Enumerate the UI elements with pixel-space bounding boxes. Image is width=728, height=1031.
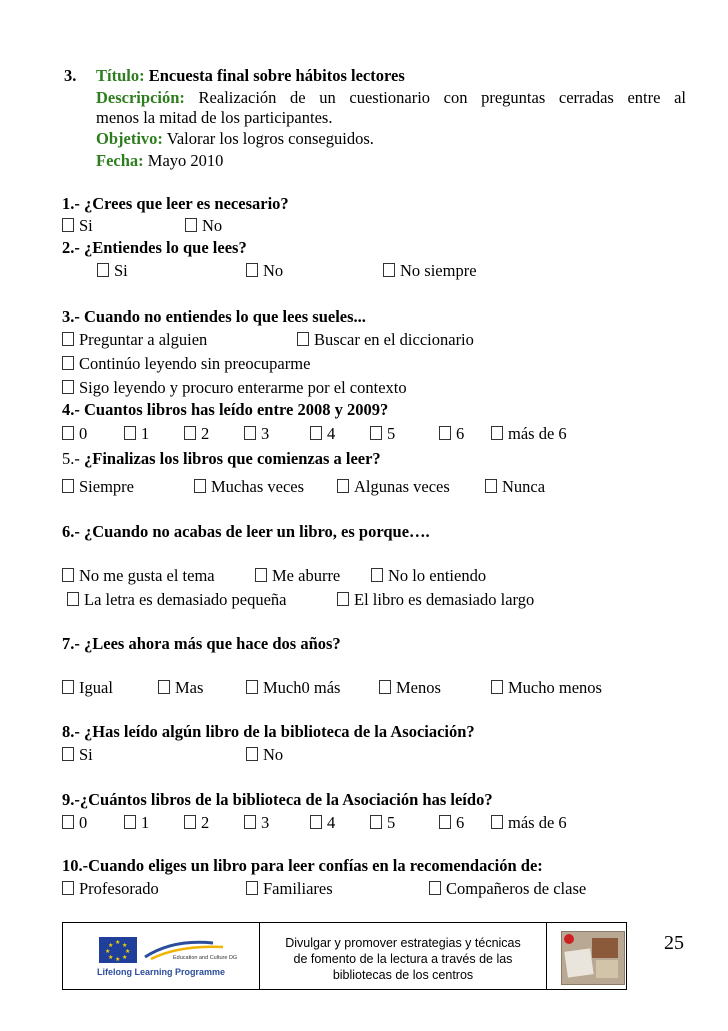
option-label: 0	[79, 424, 88, 443]
q3-option-diccionario[interactable]	[297, 332, 474, 349]
date-label: Fecha:	[96, 151, 144, 170]
checkbox[interactable]	[62, 356, 74, 370]
option-label: Muchas veces	[211, 477, 305, 496]
checkbox[interactable]	[429, 881, 441, 895]
option-label: Familiares	[263, 879, 333, 898]
checkbox[interactable]	[244, 426, 256, 440]
option-label: Buscar en el diccionario	[314, 330, 474, 349]
q8-option-no[interactable]	[246, 747, 283, 764]
checkbox[interactable]	[62, 747, 74, 761]
option-label: No	[263, 745, 284, 764]
q9-option-3[interactable]	[244, 815, 269, 832]
option-label: Profesorado	[79, 879, 159, 898]
checkbox[interactable]	[124, 426, 136, 440]
q9-option-0[interactable]	[62, 815, 87, 832]
q7-option-mucho-mas[interactable]	[246, 680, 340, 697]
checkbox[interactable]	[194, 479, 206, 493]
footer-text-cell	[260, 923, 547, 989]
q2-option-no-siempre[interactable]	[383, 263, 477, 280]
checkbox[interactable]	[62, 815, 74, 829]
description-label: Descripción:	[96, 88, 185, 107]
option-label: 0	[79, 813, 88, 832]
q5-option-nunca[interactable]	[485, 479, 545, 496]
q3-option-contexto[interactable]	[62, 380, 407, 397]
question-8: 8.- ¿Has leído algún libro de la biblioteca de la Asociación?	[62, 722, 475, 741]
option-label: 4	[327, 424, 336, 443]
q6-option-largo[interactable]	[337, 592, 534, 609]
question-10: 10.-Cuando eliges un libro para leer confías en la recomendación de:	[62, 856, 543, 875]
option-label: 6	[456, 813, 465, 832]
question-2: 2.- ¿Entiendes lo que lees?	[62, 238, 247, 257]
footer-line-1: Divulgar y promover estrategias y técnicas	[285, 936, 521, 950]
checkbox[interactable]	[491, 426, 503, 440]
checkbox[interactable]	[310, 815, 322, 829]
option-label: Mucho menos	[508, 678, 602, 697]
checkbox[interactable]	[379, 680, 391, 694]
q1-option-no[interactable]	[185, 218, 222, 235]
checkbox[interactable]	[370, 815, 382, 829]
checkbox[interactable]	[62, 479, 74, 493]
option-label: Much0 más	[263, 678, 341, 697]
question-9: 9.-¿Cuántos libros de la biblioteca de la Asociación has leído?	[62, 790, 493, 809]
q9-option-1[interactable]	[124, 815, 149, 832]
footer-photo-cell	[547, 923, 626, 989]
eu-caption: Education and Culture DG	[173, 955, 238, 961]
checkbox[interactable]	[371, 568, 383, 582]
eu-flag-logo: ★ ★ ★ ★ ★ ★ ★ ★	[99, 937, 137, 963]
option-label: Me aburre	[272, 566, 341, 585]
checkbox[interactable]	[62, 332, 74, 346]
question-6: 6.- ¿Cuando no acabas de leer un libro, es porque….	[62, 522, 430, 541]
q6-option-no-entiendo[interactable]	[371, 568, 486, 585]
q8-option-si[interactable]	[62, 747, 93, 764]
footer-text	[260, 923, 546, 983]
option-label: 2	[201, 813, 210, 832]
checkbox[interactable]	[244, 815, 256, 829]
option-label: 6	[456, 424, 465, 443]
objective-value: Valorar los logros conseguidos.	[166, 129, 374, 148]
option-label: Si	[114, 261, 128, 280]
checkbox[interactable]	[246, 747, 258, 761]
q7-option-mucho-menos[interactable]	[491, 680, 602, 697]
date-value: Mayo 2010	[147, 151, 224, 170]
q6-option-letra[interactable]	[67, 592, 287, 609]
stop-sign-icon	[564, 934, 574, 944]
lifelong-learning-logo-text: Lifelong Learning Programme	[97, 967, 226, 977]
checkbox[interactable]	[184, 815, 196, 829]
q4-option-5[interactable]	[370, 426, 395, 443]
q3-option-preguntar[interactable]	[62, 332, 207, 349]
checkbox[interactable]	[246, 881, 258, 895]
option-label: No siempre	[400, 261, 477, 280]
question-7: 7.- ¿Lees ahora más que hace dos años?	[62, 634, 341, 653]
description-value: Realización de un cuestionario con preguntas cerradas entre al	[198, 88, 686, 107]
q7-option-menos[interactable]	[379, 680, 441, 697]
option-label: 1	[141, 424, 150, 443]
q7-option-igual[interactable]	[62, 680, 113, 697]
footer-line-2: de fomento de la lectura a través de las	[293, 952, 513, 966]
description-line-2: menos la mitad de los participantes.	[96, 108, 333, 127]
checkbox[interactable]	[62, 881, 74, 895]
option-label: 5	[387, 424, 396, 443]
checkbox[interactable]	[124, 815, 136, 829]
checkbox[interactable]	[370, 426, 382, 440]
footer-table	[62, 922, 627, 990]
option-label: Preguntar a alguien	[79, 330, 208, 349]
option-label: Igual	[79, 678, 113, 697]
checkbox[interactable]	[297, 332, 309, 346]
option-label: La letra es demasiado pequeña	[84, 590, 287, 609]
q5-option-muchas-veces[interactable]	[194, 479, 304, 496]
objective-label: Objetivo:	[96, 129, 163, 148]
q6-option-tema[interactable]	[62, 568, 215, 585]
checkbox[interactable]	[485, 479, 497, 493]
option-label: 4	[327, 813, 336, 832]
q10-option-familiares[interactable]	[246, 881, 333, 898]
title-label: Título:	[96, 66, 145, 85]
checkbox[interactable]	[62, 680, 74, 694]
q9-option-5[interactable]	[370, 815, 395, 832]
q9-option-2[interactable]	[184, 815, 209, 832]
q10-option-companeros[interactable]	[429, 881, 586, 898]
objective-line	[96, 131, 374, 148]
option-label: El libro es demasiado largo	[354, 590, 535, 609]
checkbox[interactable]	[255, 568, 267, 582]
q3-option-continuo[interactable]	[62, 356, 310, 373]
question-5	[62, 451, 381, 468]
option-label: más de 6	[508, 813, 567, 832]
q4-option-4[interactable]	[310, 426, 335, 443]
option-label: Siempre	[79, 477, 134, 496]
option-label: Mas	[175, 678, 204, 697]
q6-option-aburre[interactable]	[255, 568, 340, 585]
q2-option-no[interactable]	[246, 263, 283, 280]
page-number: 25	[664, 932, 684, 954]
q9-option-mas-de-6[interactable]	[491, 815, 567, 832]
q10-option-profesorado[interactable]	[62, 881, 159, 898]
checkbox[interactable]	[97, 263, 109, 277]
question-4: 4.- Cuantos libros has leído entre 2008 y 2009?	[62, 400, 389, 419]
option-label: 2	[201, 424, 210, 443]
checkbox[interactable]	[337, 592, 349, 606]
footer-logo-cell	[63, 923, 260, 989]
q9-option-4[interactable]	[310, 815, 335, 832]
checkbox[interactable]	[62, 380, 74, 394]
option-label: Nunca	[502, 477, 546, 496]
checkbox[interactable]	[383, 263, 395, 277]
option-label: 3	[261, 424, 270, 443]
question-3: 3.- Cuando no entiendes lo que lees sueles...	[62, 307, 366, 326]
checkbox[interactable]	[185, 218, 197, 232]
checkbox[interactable]	[491, 815, 503, 829]
date-line	[96, 153, 223, 170]
q1-option-si[interactable]	[62, 218, 93, 235]
option-label: Sigo leyendo y procuro enterarme por el contexto	[79, 378, 407, 397]
checkbox[interactable]	[158, 680, 170, 694]
title-line	[96, 68, 405, 85]
checkbox[interactable]	[439, 426, 451, 440]
q4-option-6[interactable]	[439, 426, 464, 443]
checkbox[interactable]	[62, 426, 74, 440]
title-value: Encuesta final sobre hábitos lectores	[148, 66, 405, 85]
question-5-text: ¿Finalizas los libros que comienzas a leer?	[84, 449, 381, 468]
checkbox[interactable]	[62, 218, 74, 232]
q4-option-3[interactable]	[244, 426, 269, 443]
option-label: Algunas veces	[354, 477, 450, 496]
q4-option-1[interactable]	[124, 426, 149, 443]
option-label: Si	[79, 745, 93, 764]
q4-option-0[interactable]	[62, 426, 87, 443]
option-label: más de 6	[508, 424, 567, 443]
q9-option-6[interactable]	[439, 815, 464, 832]
option-label: Menos	[396, 678, 441, 697]
checkbox[interactable]	[67, 592, 79, 606]
option-label: No	[202, 216, 223, 235]
option-label: 1	[141, 813, 150, 832]
q4-option-2[interactable]	[184, 426, 209, 443]
checkbox[interactable]	[439, 815, 451, 829]
option-label: No	[263, 261, 284, 280]
checkbox[interactable]	[246, 680, 258, 694]
checkbox[interactable]	[62, 568, 74, 582]
option-label: Continúo leyendo sin preocuparme	[79, 354, 311, 373]
option-label: No lo entiendo	[388, 566, 487, 585]
option-label: 5	[387, 813, 396, 832]
q5-option-algunas-veces[interactable]	[337, 479, 450, 496]
checkbox[interactable]	[246, 263, 258, 277]
option-label: Compañeros de clase	[446, 879, 587, 898]
question-1: 1.- ¿Crees que leer es necesario?	[62, 194, 289, 213]
option-label: Si	[79, 216, 93, 235]
q2-option-si[interactable]	[97, 263, 128, 280]
library-photo	[561, 931, 625, 985]
checkbox[interactable]	[310, 426, 322, 440]
checkbox[interactable]	[337, 479, 349, 493]
q4-option-mas-de-6[interactable]	[491, 426, 567, 443]
q7-option-mas[interactable]	[158, 680, 203, 697]
option-label: 3	[261, 813, 270, 832]
checkbox[interactable]	[491, 680, 503, 694]
question-5-number: 5.-	[62, 449, 80, 468]
option-label: No me gusta el tema	[79, 566, 215, 585]
item-number: 3.	[64, 66, 77, 85]
q5-option-siempre[interactable]	[62, 479, 134, 496]
footer-line-3: bibliotecas de los centros	[332, 968, 474, 982]
description-line	[96, 90, 686, 107]
checkbox[interactable]	[184, 426, 196, 440]
